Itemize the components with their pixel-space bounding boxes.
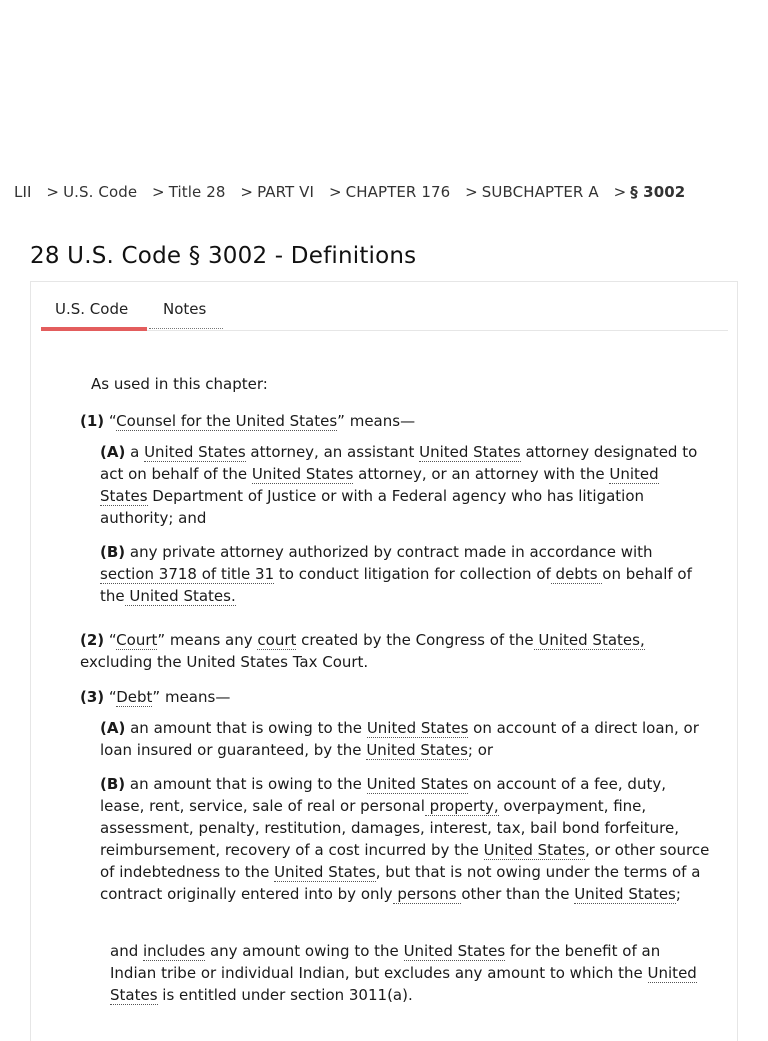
- term-property-link[interactable]: property,: [424, 797, 499, 815]
- breadcrumb-title-28[interactable]: Title 28: [168, 183, 226, 201]
- definition-3: [80, 686, 700, 708]
- section-3718-link[interactable]: section 3718 of title 31: [100, 565, 275, 583]
- term-united-states-link[interactable]: United States: [110, 964, 697, 1004]
- text: excluding the United States Tax Court.: [80, 653, 369, 671]
- term-united-states-link[interactable]: United States.: [124, 587, 236, 605]
- text: any amount owing to the: [205, 942, 404, 960]
- paragraph-label: (B): [100, 775, 126, 793]
- text: any private attorney authorized by contract made in accordance with: [125, 543, 653, 561]
- breadcrumb-separator: >: [240, 183, 254, 201]
- text: Department of Justice or with a Federal agency who has litigation authority; and: [100, 487, 645, 527]
- text: attorney, or an attorney with the: [353, 465, 610, 483]
- term-united-states-link[interactable]: United States: [419, 443, 521, 461]
- breadcrumb: [14, 183, 685, 201]
- active-tab-indicator: [41, 327, 147, 331]
- definition-2: [80, 629, 700, 673]
- intro-text: As used in this chapter:: [91, 375, 268, 393]
- text: overpayment, fine, assessment, penalty, restitution, damages, interest, tax, bail bond forfeiture, reimbursement, recovery of a cost incurred by the: [100, 797, 679, 859]
- text: on behalf of the: [100, 565, 692, 605]
- paragraph-label: (2): [80, 631, 105, 649]
- page-title: 28 U.S. Code § 3002 - Definitions: [30, 243, 417, 269]
- definition-1: [80, 410, 720, 432]
- term-united-states-link[interactable]: United States: [274, 863, 376, 881]
- breadcrumb-subchapter-a[interactable]: SUBCHAPTER A: [481, 183, 599, 201]
- content-panel: [30, 281, 738, 1041]
- text: and: [110, 942, 143, 960]
- term-united-states-link[interactable]: United States: [574, 885, 676, 903]
- term-united-states-link[interactable]: United States: [483, 841, 586, 859]
- text: attorney designated to act on behalf of the: [100, 443, 698, 483]
- breadcrumb-separator: >: [152, 183, 165, 201]
- term-includes-link[interactable]: includes: [143, 942, 206, 960]
- text: other than the: [461, 885, 575, 903]
- text: “: [104, 688, 117, 706]
- text: , but that is not owing under the terms of a contract originally entered into by only: [100, 863, 701, 903]
- text: an amount that is owing to the: [125, 775, 367, 793]
- term-united-states-link[interactable]: United States: [403, 942, 506, 960]
- text: ” means any: [157, 631, 258, 649]
- text: ; or: [467, 741, 494, 759]
- breadcrumb-chapter-176[interactable]: CHAPTER 176: [345, 183, 451, 201]
- paragraph-label: (3): [80, 688, 105, 706]
- text: “: [104, 412, 117, 430]
- text: an amount that is owing to the: [125, 719, 367, 737]
- breadcrumb-part-vi[interactable]: PART VI: [257, 183, 315, 201]
- text: , or other source of indebtedness to the: [100, 841, 710, 881]
- paragraph-label: (1): [80, 412, 105, 430]
- text: on account of a fee, duty, lease, rent, service, sale of real or personal: [100, 775, 666, 815]
- text: “: [104, 631, 117, 649]
- paragraph-label: (A): [100, 719, 126, 737]
- breadcrumb-separator: >: [465, 183, 478, 201]
- definition-1-a: [100, 441, 710, 529]
- text: to conduct litigation for collection of: [274, 565, 551, 583]
- term-united-states-link[interactable]: United States: [366, 775, 469, 793]
- breadcrumb-separator: >: [46, 183, 60, 201]
- term-persons-link[interactable]: persons: [392, 885, 462, 903]
- tab-notes-underline: [149, 328, 223, 329]
- tab-bar: [41, 282, 728, 331]
- term-united-states-link[interactable]: United States: [366, 719, 469, 737]
- term-united-states-link[interactable]: United States: [100, 465, 659, 505]
- term-united-states-link[interactable]: United States: [144, 443, 246, 461]
- text: is entitled under section 3011(a).: [157, 986, 413, 1004]
- term-debts-link[interactable]: debts: [550, 565, 603, 583]
- term-court-link[interactable]: court: [257, 631, 297, 649]
- tab-us-code[interactable]: U.S. Code: [55, 300, 129, 318]
- text: attorney, an assistant: [245, 443, 420, 461]
- breadcrumb-lii[interactable]: LII: [14, 183, 32, 201]
- definition-3-b: [100, 773, 710, 905]
- term-court-link[interactable]: Court: [116, 631, 158, 649]
- breadcrumb-us-code[interactable]: U.S. Code: [63, 183, 138, 201]
- breadcrumb-current: § 3002: [630, 183, 686, 201]
- tab-notes[interactable]: Notes: [163, 300, 207, 318]
- term-debt-link[interactable]: Debt: [116, 688, 153, 706]
- text: a: [125, 443, 145, 461]
- text: created by the Congress of the: [296, 631, 534, 649]
- paragraph-label: (B): [100, 543, 126, 561]
- text: ;: [675, 885, 681, 903]
- text: for the benefit of an Indian tribe or individual Indian, but excludes any amount to which the: [110, 942, 661, 982]
- breadcrumb-separator: >: [613, 183, 627, 201]
- breadcrumb-separator: >: [328, 183, 342, 201]
- definition-3-a: [100, 717, 700, 761]
- text: on account of a direct loan, or loan insured or guaranteed, by the: [100, 719, 699, 759]
- term-united-states-link[interactable]: United States: [251, 465, 354, 483]
- text: ” means—: [337, 412, 416, 430]
- definition-3-continuation: [110, 940, 710, 1006]
- paragraph-label: (A): [100, 443, 126, 461]
- term-counsel-link[interactable]: Counsel for the United States: [116, 412, 338, 430]
- term-united-states-link[interactable]: United States: [366, 741, 468, 759]
- text: ” means—: [152, 688, 231, 706]
- term-united-states-link[interactable]: United States,: [533, 631, 645, 649]
- definition-1-b: [100, 541, 710, 607]
